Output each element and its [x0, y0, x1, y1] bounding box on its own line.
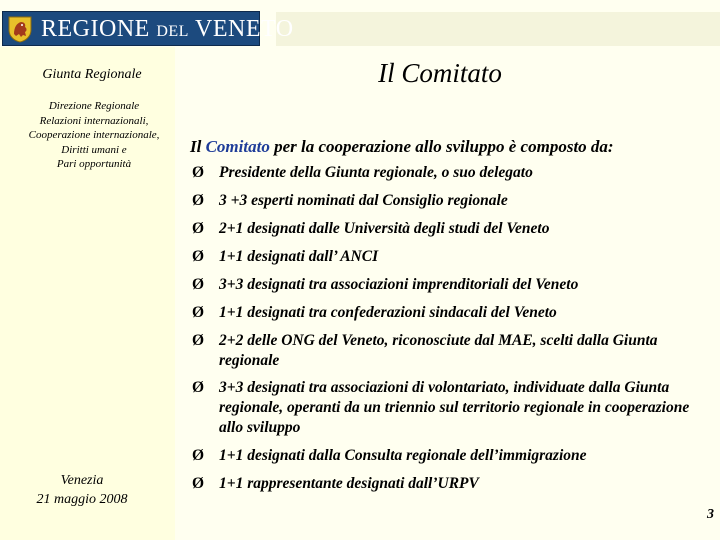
place-date-block [0, 471, 164, 509]
arrow-bullet-icon: Ø [192, 475, 205, 492]
list-item: Ø 1+1 designati dalla Consulta regionale dell’immigrazione [192, 447, 587, 464]
arrow-bullet-icon: Ø [192, 248, 205, 265]
direzione-line: Pari opportunità [56, 158, 132, 170]
direzione-block [0, 99, 188, 172]
direzione-line: Direzione Regionale [48, 100, 140, 112]
arrow-bullet-icon: Ø [192, 304, 205, 321]
list-item: Ø 1+1 rappresentante designati dall’URPV [192, 475, 479, 492]
page-title: Il Comitato [378, 58, 502, 88]
list-item: Ø 3+3 designati tra associazioni imprenditoriali del Veneto [192, 276, 579, 293]
arrow-bullet-icon: Ø [192, 447, 205, 464]
intro-sentence: Il Comitato per la cooperazione allo sviluppo è composto da: [190, 137, 614, 156]
date-label: 21 maggio 2008 [36, 492, 128, 507]
arrow-bullet-icon: Ø [192, 164, 205, 181]
logo-text: REGIONE DEL VENETO [41, 15, 294, 42]
arrow-bullet-icon: Ø [192, 332, 205, 349]
list-item: Ø 1+1 designati tra confederazioni sindacali del Veneto [192, 304, 557, 321]
giunta-regionale-label: Giunta Regionale [42, 67, 142, 82]
lion-emblem-icon [5, 13, 35, 44]
list-item: Ø 2+1 designati dalle Università degli studi del Veneto [192, 220, 550, 237]
place-label: Venezia [60, 473, 104, 488]
list-item: Ø Presidente della Giunta regionale, o suo delegato [192, 164, 533, 181]
list-item: Ø 3+3 designati tra associazioni di volontariato, individuate dalla Giunta regionale, operanti da un triennio sul territorio regionale in cooperazione allo sviluppo [192, 379, 690, 436]
list-item: Ø 1+1 designati dall’ ANCI [192, 248, 379, 265]
arrow-bullet-icon: Ø [192, 220, 205, 237]
arrow-bullet-icon: Ø [192, 192, 205, 209]
header-bar [276, 12, 720, 46]
regione-veneto-logo [2, 11, 294, 46]
direzione-line: Relazioni internazionali, [39, 114, 149, 127]
direzione-line: Diritti umani e [61, 143, 127, 156]
intro-highlight: Comitato [205, 137, 270, 156]
arrow-bullet-icon: Ø [192, 276, 205, 293]
page-number: 3 [707, 507, 714, 522]
list-item: Ø 2+2 delle ONG del Veneto, riconosciute dal MAE, scelti dalla Giunta regionale [192, 332, 658, 369]
list-item: Ø 3 +3 esperti nominati dal Consiglio regionale [192, 192, 508, 209]
direzione-line: Cooperazione internazionale, [28, 129, 160, 141]
arrow-bullet-icon: Ø [192, 379, 205, 396]
